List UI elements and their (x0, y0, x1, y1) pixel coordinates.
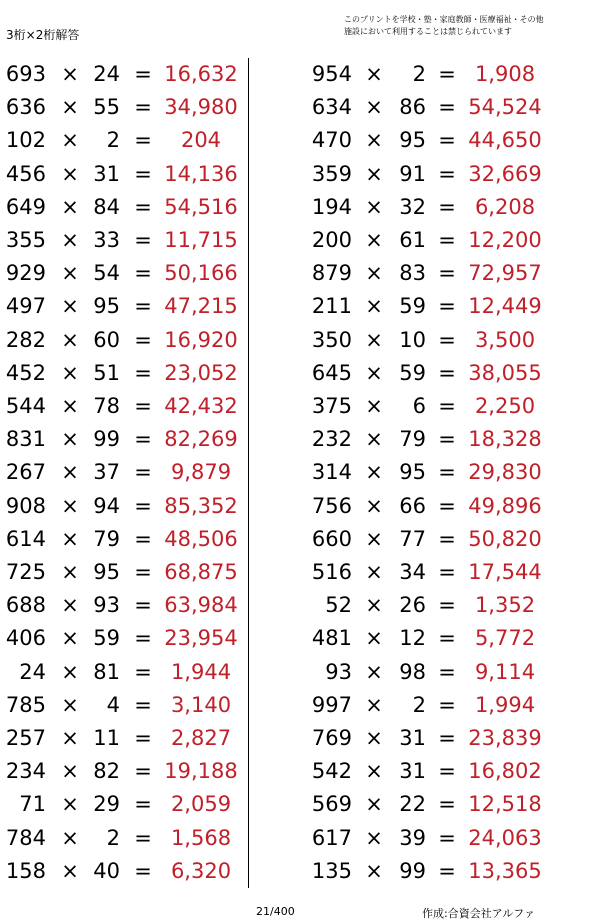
multiplicand: 194 (311, 194, 352, 219)
multiplicand: 234 (5, 759, 46, 784)
problem-row (0, 290, 612, 323)
author-credit: 作成:合資会社アルファ (422, 907, 536, 920)
multiplier: 99 (399, 858, 426, 883)
multiplier: 79 (93, 526, 120, 551)
answer: 2,250 (474, 394, 536, 418)
equals-sign: = (134, 128, 152, 153)
multiplier: 82 (93, 759, 120, 784)
answer: 11,715 (164, 228, 238, 252)
times-sign: × (61, 327, 79, 352)
problem-row (0, 689, 612, 722)
answer: 54,524 (468, 95, 542, 120)
problem-row (0, 257, 612, 290)
answer: 13,365 (468, 858, 542, 883)
multiplier: 84 (93, 194, 120, 219)
multiplicand: 452 (5, 360, 46, 385)
multiplicand: 257 (5, 726, 46, 750)
multiplicand: 725 (5, 560, 46, 584)
multiplicand: 71 (19, 792, 46, 817)
problem-row (0, 191, 612, 224)
problem-row (0, 357, 612, 390)
multiplier: 31 (399, 759, 426, 784)
multiplier: 54 (93, 261, 120, 286)
multiplier: 37 (93, 460, 120, 485)
multiplicand: 355 (5, 228, 46, 252)
multiplicand: 211 (311, 294, 352, 319)
answer: 34,980 (164, 95, 238, 120)
answer: 85,352 (164, 493, 238, 518)
problem-row (0, 490, 612, 523)
answer: 2,827 (170, 726, 232, 750)
equals-sign: = (134, 261, 152, 286)
multiplicand: 456 (5, 161, 46, 186)
equals-sign: = (438, 493, 456, 518)
multiplier: 59 (399, 360, 426, 385)
answer: 12,449 (468, 294, 542, 319)
answer: 14,136 (164, 161, 238, 186)
problem-row (0, 91, 612, 124)
equals-sign: = (134, 294, 152, 319)
times-sign: × (365, 194, 383, 219)
multiplier: 93 (93, 593, 120, 618)
answer: 19,188 (164, 759, 238, 784)
times-sign: × (365, 526, 383, 551)
multiplicand: 929 (5, 261, 46, 286)
problem-row (0, 788, 612, 821)
times-sign: × (365, 759, 383, 784)
problem-row (0, 224, 612, 257)
multiplier: 29 (93, 792, 120, 817)
answer: 32,669 (468, 161, 542, 186)
equals-sign: = (438, 161, 456, 186)
equals-sign: = (134, 194, 152, 219)
multiplier: 59 (93, 626, 120, 651)
answer: 24,063 (468, 825, 542, 850)
times-sign: × (61, 626, 79, 651)
answer: 50,820 (468, 526, 542, 551)
times-sign: × (61, 493, 79, 518)
problem-row (0, 722, 612, 755)
times-sign: × (365, 659, 383, 684)
problem-row (0, 390, 612, 423)
equals-sign: = (438, 294, 456, 319)
multiplicand: 350 (311, 327, 352, 352)
multiplier: 94 (93, 493, 120, 518)
answer: 47,215 (164, 294, 238, 319)
answer: 3,140 (170, 692, 232, 717)
equals-sign: = (134, 161, 152, 186)
multiplier: 32 (399, 194, 426, 219)
multiplier: 10 (399, 327, 426, 352)
problem-row (0, 423, 612, 456)
equals-sign: = (134, 62, 152, 86)
equals-sign: = (134, 95, 152, 120)
multiplier: 6 (412, 394, 426, 418)
multiplier: 22 (399, 792, 426, 817)
multiplier: 81 (93, 659, 120, 684)
multiplier: 12 (399, 626, 426, 651)
equals-sign: = (438, 726, 456, 750)
multiplier: 95 (399, 460, 426, 485)
times-sign: × (61, 62, 79, 86)
times-sign: × (365, 128, 383, 153)
multiplicand: 267 (5, 460, 46, 485)
multiplier: 95 (399, 128, 426, 153)
times-sign: × (61, 858, 79, 883)
answer: 1,352 (474, 593, 536, 618)
multiplicand: 406 (5, 626, 46, 651)
answer: 23,954 (164, 626, 238, 651)
multiplier: 24 (93, 62, 120, 86)
times-sign: × (61, 128, 79, 153)
answer: 68,875 (164, 560, 238, 584)
multiplier: 91 (399, 161, 426, 186)
answer: 6,208 (474, 194, 536, 219)
equals-sign: = (134, 427, 152, 452)
equals-sign: = (134, 394, 152, 418)
equals-sign: = (134, 327, 152, 352)
times-sign: × (61, 460, 79, 485)
multiplier: 40 (93, 858, 120, 883)
problem-row (0, 456, 612, 489)
times-sign: × (61, 161, 79, 186)
multiplier: 78 (93, 394, 120, 418)
multiplier: 26 (399, 593, 426, 618)
multiplicand: 359 (311, 161, 352, 186)
answer: 1,944 (170, 659, 232, 684)
problem-row (0, 855, 612, 888)
answer: 42,432 (164, 394, 238, 418)
multiplicand: 879 (311, 261, 352, 286)
multiplicand: 542 (311, 759, 352, 784)
equals-sign: = (134, 825, 152, 850)
equals-sign: = (438, 95, 456, 120)
multiplicand: 314 (311, 460, 352, 485)
equals-sign: = (134, 858, 152, 883)
equals-sign: = (134, 493, 152, 518)
equals-sign: = (438, 759, 456, 784)
times-sign: × (365, 493, 383, 518)
multiplicand: 93 (325, 659, 352, 684)
equals-sign: = (438, 261, 456, 286)
multiplier: 55 (93, 95, 120, 120)
times-sign: × (365, 327, 383, 352)
times-sign: × (365, 626, 383, 651)
multiplicand: 158 (5, 858, 46, 883)
times-sign: × (365, 825, 383, 850)
usage-notice: このプリントを学校・塾・家庭教師・医療福祉・その他 施設において利用することは禁じられています (344, 15, 544, 36)
problem-row (0, 158, 612, 191)
times-sign: × (365, 161, 383, 186)
times-sign: × (365, 792, 383, 817)
answer: 5,772 (474, 626, 536, 651)
answer: 204 (180, 128, 222, 153)
times-sign: × (61, 294, 79, 319)
times-sign: × (365, 360, 383, 385)
times-sign: × (61, 593, 79, 618)
answer: 38,055 (468, 360, 542, 385)
equals-sign: = (438, 427, 456, 452)
equals-sign: = (438, 194, 456, 219)
equals-sign: = (438, 327, 456, 352)
answer: 1,908 (474, 62, 536, 86)
equals-sign: = (438, 593, 456, 618)
answer: 16,920 (164, 327, 238, 352)
times-sign: × (61, 394, 79, 418)
multiplier: 4 (106, 692, 120, 717)
answer: 48,506 (164, 526, 238, 551)
times-sign: × (365, 858, 383, 883)
answer: 72,957 (468, 261, 542, 286)
times-sign: × (61, 526, 79, 551)
problem-row (0, 656, 612, 689)
equals-sign: = (134, 593, 152, 618)
multiplicand: 954 (311, 62, 352, 86)
multiplicand: 470 (311, 128, 352, 153)
problem-row (0, 124, 612, 157)
times-sign: × (61, 759, 79, 784)
multiplier: 86 (399, 95, 426, 120)
times-sign: × (61, 825, 79, 850)
equals-sign: = (134, 692, 152, 717)
problem-row (0, 622, 612, 655)
multiplicand: 544 (5, 394, 46, 418)
times-sign: × (61, 792, 79, 817)
answer: 82,269 (164, 427, 238, 452)
times-sign: × (365, 560, 383, 584)
equals-sign: = (438, 560, 456, 584)
equals-sign: = (438, 626, 456, 651)
times-sign: × (365, 294, 383, 319)
equals-sign: = (134, 659, 152, 684)
problem-row (0, 523, 612, 556)
problem-row (0, 324, 612, 357)
answer: 16,632 (164, 62, 238, 86)
answer: 9,879 (170, 460, 232, 485)
multiplier: 79 (399, 427, 426, 452)
multiplicand: 756 (311, 493, 352, 518)
multiplicand: 282 (5, 327, 46, 352)
equals-sign: = (134, 560, 152, 584)
multiplier: 60 (93, 327, 120, 352)
multiplicand: 200 (311, 228, 352, 252)
answer: 18,328 (468, 427, 542, 452)
answer: 17,544 (468, 560, 542, 584)
equals-sign: = (134, 526, 152, 551)
multiplicand: 688 (5, 593, 46, 618)
times-sign: × (61, 659, 79, 684)
equals-sign: = (134, 228, 152, 252)
equals-sign: = (134, 792, 152, 817)
equals-sign: = (438, 394, 456, 418)
equals-sign: = (134, 360, 152, 385)
multiplicand: 614 (5, 526, 46, 551)
multiplicand: 232 (311, 427, 352, 452)
multiplicand: 617 (311, 825, 352, 850)
multiplier: 34 (399, 560, 426, 584)
times-sign: × (365, 95, 383, 120)
multiplicand: 135 (311, 858, 352, 883)
times-sign: × (61, 427, 79, 452)
answer: 1,568 (170, 825, 232, 850)
equals-sign: = (134, 726, 152, 750)
multiplier: 98 (399, 659, 426, 684)
problem-row (0, 589, 612, 622)
multiplier: 39 (399, 825, 426, 850)
equals-sign: = (438, 360, 456, 385)
times-sign: × (365, 394, 383, 418)
multiplicand: 375 (311, 394, 352, 418)
times-sign: × (365, 261, 383, 286)
answer: 9,114 (474, 659, 536, 684)
answer: 1,994 (474, 692, 536, 717)
times-sign: × (365, 62, 383, 86)
multiplicand: 908 (5, 493, 46, 518)
answer: 16,802 (468, 759, 542, 784)
times-sign: × (365, 593, 383, 618)
multiplier: 2 (106, 128, 120, 153)
multiplier: 2 (412, 692, 426, 717)
answer: 6,320 (170, 858, 232, 883)
times-sign: × (61, 726, 79, 750)
equals-sign: = (438, 228, 456, 252)
equals-sign: = (134, 460, 152, 485)
multiplier: 95 (93, 294, 120, 319)
equals-sign: = (438, 858, 456, 883)
multiplier: 51 (93, 360, 120, 385)
times-sign: × (365, 726, 383, 750)
times-sign: × (61, 261, 79, 286)
times-sign: × (61, 95, 79, 120)
multiplier: 61 (399, 228, 426, 252)
page-number: 21/400 (256, 905, 295, 918)
multiplicand: 52 (325, 593, 352, 618)
worksheet-title: 3桁×2桁解答 (6, 28, 80, 42)
multiplier: 11 (93, 726, 120, 750)
answer: 49,896 (468, 493, 542, 518)
times-sign: × (365, 460, 383, 485)
multiplier: 2 (412, 62, 426, 86)
answer: 23,052 (164, 360, 238, 385)
multiplier: 33 (93, 228, 120, 252)
equals-sign: = (438, 460, 456, 485)
times-sign: × (61, 194, 79, 219)
multiplicand: 569 (311, 792, 352, 817)
equals-sign: = (438, 128, 456, 153)
multiplicand: 636 (5, 95, 46, 120)
times-sign: × (61, 560, 79, 584)
multiplicand: 24 (19, 659, 46, 684)
multiplier: 31 (399, 726, 426, 750)
multiplicand: 497 (5, 294, 46, 319)
equals-sign: = (438, 659, 456, 684)
multiplier: 66 (399, 493, 426, 518)
multiplicand: 481 (311, 626, 352, 651)
multiplicand: 102 (5, 128, 46, 153)
times-sign: × (61, 228, 79, 252)
equals-sign: = (438, 62, 456, 86)
multiplier: 2 (106, 825, 120, 850)
multiplicand: 785 (5, 692, 46, 717)
multiplicand: 784 (5, 825, 46, 850)
equals-sign: = (438, 526, 456, 551)
multiplier: 83 (399, 261, 426, 286)
answer: 63,984 (164, 593, 238, 618)
equals-sign: = (438, 825, 456, 850)
answer: 3,500 (474, 327, 536, 352)
multiplicand: 516 (311, 560, 352, 584)
problem-row (0, 556, 612, 589)
answer: 12,518 (468, 792, 542, 817)
times-sign: × (365, 228, 383, 252)
multiplier: 95 (93, 560, 120, 584)
multiplicand: 693 (5, 62, 46, 86)
multiplicand: 997 (311, 692, 352, 717)
answer: 12,200 (468, 228, 542, 252)
answer: 2,059 (170, 792, 232, 817)
multiplier: 77 (399, 526, 426, 551)
answer: 29,830 (468, 460, 542, 485)
multiplier: 31 (93, 161, 120, 186)
multiplicand: 634 (311, 95, 352, 120)
multiplier: 99 (93, 427, 120, 452)
times-sign: × (61, 692, 79, 717)
problem-row (0, 58, 612, 91)
multiplier: 59 (399, 294, 426, 319)
multiplicand: 649 (5, 194, 46, 219)
answer: 23,839 (468, 726, 542, 750)
equals-sign: = (438, 792, 456, 817)
times-sign: × (365, 692, 383, 717)
answer: 54,516 (164, 194, 238, 219)
equals-sign: = (134, 759, 152, 784)
answer: 50,166 (164, 261, 238, 286)
equals-sign: = (438, 692, 456, 717)
problem-row (0, 822, 612, 855)
multiplicand: 769 (311, 726, 352, 750)
multiplicand: 645 (311, 360, 352, 385)
problem-row (0, 755, 612, 788)
times-sign: × (61, 360, 79, 385)
multiplicand: 831 (5, 427, 46, 452)
times-sign: × (365, 427, 383, 452)
equals-sign: = (134, 626, 152, 651)
answer: 44,650 (468, 128, 542, 153)
multiplicand: 660 (311, 526, 352, 551)
